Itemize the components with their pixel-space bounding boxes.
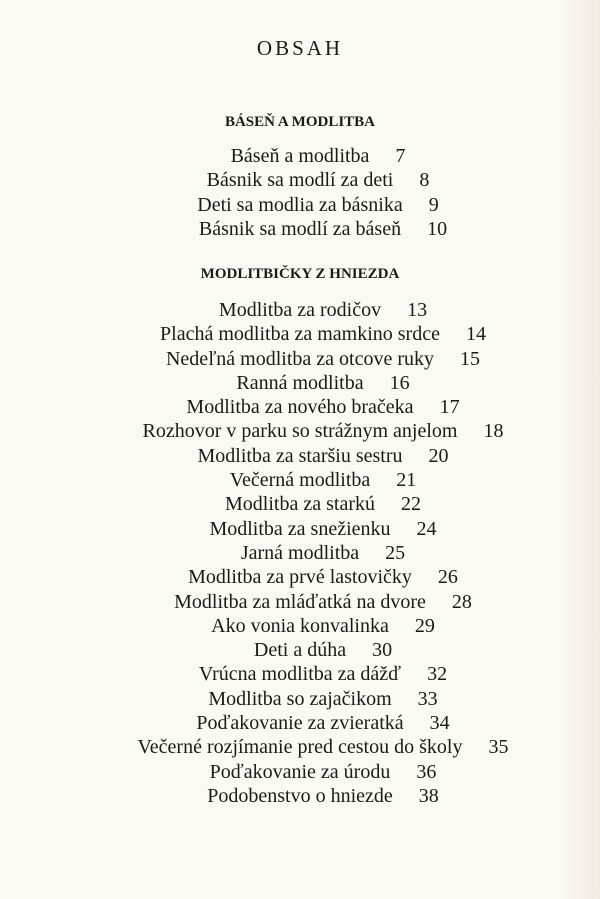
toc-entry (0, 541, 600, 565)
toc-entry (0, 419, 600, 443)
toc-entry (0, 784, 600, 808)
toc-entry-title: Podobenstvo o hniezde (207, 784, 393, 807)
toc-entry-title: Rozhovor v parku so strážnym anjelom (142, 420, 458, 443)
toc-entry-page: 35 (488, 736, 509, 759)
toc-entry-title: Deti a dúha (253, 639, 347, 662)
toc-entry (0, 371, 600, 395)
toc-entry-title: Poďakovanie za zvieratká (196, 712, 404, 735)
toc-entry-page: 7 (395, 145, 406, 167)
toc-entry-page: 29 (414, 614, 435, 637)
toc-entry-title: Modlitba za rodičov (218, 299, 382, 321)
toc-entry (0, 193, 600, 217)
toc-entry-page: 15 (460, 347, 481, 370)
toc-entry (0, 517, 600, 541)
toc-entry-title: Modlitba za starkú (225, 493, 375, 516)
toc-entry-page: 17 (439, 396, 460, 419)
toc-entry-page: 30 (372, 639, 393, 662)
toc-list (0, 298, 600, 808)
toc-entry-title: Modlitba so zajačikom (208, 687, 392, 710)
toc-entry-page: 21 (396, 469, 417, 492)
toc-entry-title: Jarná modlitba (240, 541, 360, 564)
toc-entry-page: 8 (419, 169, 430, 192)
toc-entry (0, 168, 600, 192)
toc-entry-title: Básnik sa modlí za deti (206, 169, 394, 192)
toc-entry (0, 322, 600, 346)
toc-entry-page: 22 (400, 493, 421, 516)
toc-entry (0, 687, 600, 711)
toc-entry-title: Poďakovanie za úrodu (209, 760, 391, 783)
toc-entry (0, 711, 600, 735)
toc-entry-title: Báseň a modlitba (230, 145, 370, 167)
toc-entry (0, 638, 600, 662)
toc-entry-title: Modlitba za mláďatká na dvore (174, 590, 426, 613)
toc-entry-page: 14 (465, 323, 486, 346)
toc-entry-page: 36 (416, 760, 437, 783)
toc-entry-page: 26 (437, 566, 458, 589)
toc-entry-page: 9 (428, 193, 439, 216)
toc-entry-title: Vrúcna modlitba za dážď (198, 663, 402, 686)
section-heading: MODLITBIČKY Z HNIEZDA (200, 266, 400, 282)
toc-entry-title: Ako vonia konvalinka (211, 614, 389, 637)
toc-entry-page: 18 (483, 420, 504, 443)
toc-entry (0, 468, 600, 492)
toc-entry-title: Modlitba za prvé lastovičky (188, 566, 412, 589)
toc-entry (0, 614, 600, 638)
toc-entry-page: 10 (427, 217, 448, 240)
page-title: OBSAH (256, 36, 344, 60)
toc-entry (0, 444, 600, 468)
toc-entry-title: Večerné rozjímanie pred cestou do školy (137, 736, 463, 759)
toc-entry-page: 33 (417, 687, 438, 710)
toc-entry (0, 144, 600, 168)
toc-entry-title: Nedeľná modlitba za otcove ruky (165, 347, 435, 370)
toc-entry-title: Modlitba za staršiu sestru (197, 444, 403, 467)
toc-entry-title: Modlitba za snežienku (209, 517, 391, 540)
toc-entry (0, 735, 600, 759)
toc-entry-page: 34 (429, 712, 450, 735)
toc-entry-page: 24 (416, 517, 437, 540)
toc-entry-title: Ranná modlitba (236, 371, 364, 394)
toc-entry (0, 217, 600, 241)
toc-entry (0, 662, 600, 686)
toc-entry-page: 13 (407, 299, 428, 321)
section-heading: BÁSEŇ A MODLITBA (224, 114, 376, 130)
toc-entry-page: 20 (428, 444, 449, 467)
toc-entry-title: Večerná modlitba (229, 469, 371, 492)
toc-entry (0, 492, 600, 516)
toc-entry-page: 28 (451, 590, 472, 613)
toc-entry-title: Modlitba za nového bračeka (186, 396, 414, 419)
toc-entry-page: 38 (418, 784, 439, 807)
toc-entry-page: 25 (385, 541, 406, 564)
toc-entry (0, 298, 600, 322)
toc-entry-page: 32 (427, 663, 448, 686)
toc-entry (0, 565, 600, 589)
toc-list (0, 144, 600, 241)
toc-entry-title: Plachá modlitba za mamkino srdce (160, 323, 440, 346)
toc-entry-title: Deti sa modlia za básnika (197, 193, 403, 216)
toc-entry (0, 395, 600, 419)
toc-entry (0, 347, 600, 371)
toc-entry-page: 16 (389, 371, 410, 394)
toc-entry (0, 760, 600, 784)
toc-entry (0, 590, 600, 614)
toc-entry-title: Básnik sa modlí za báseň (198, 217, 402, 240)
